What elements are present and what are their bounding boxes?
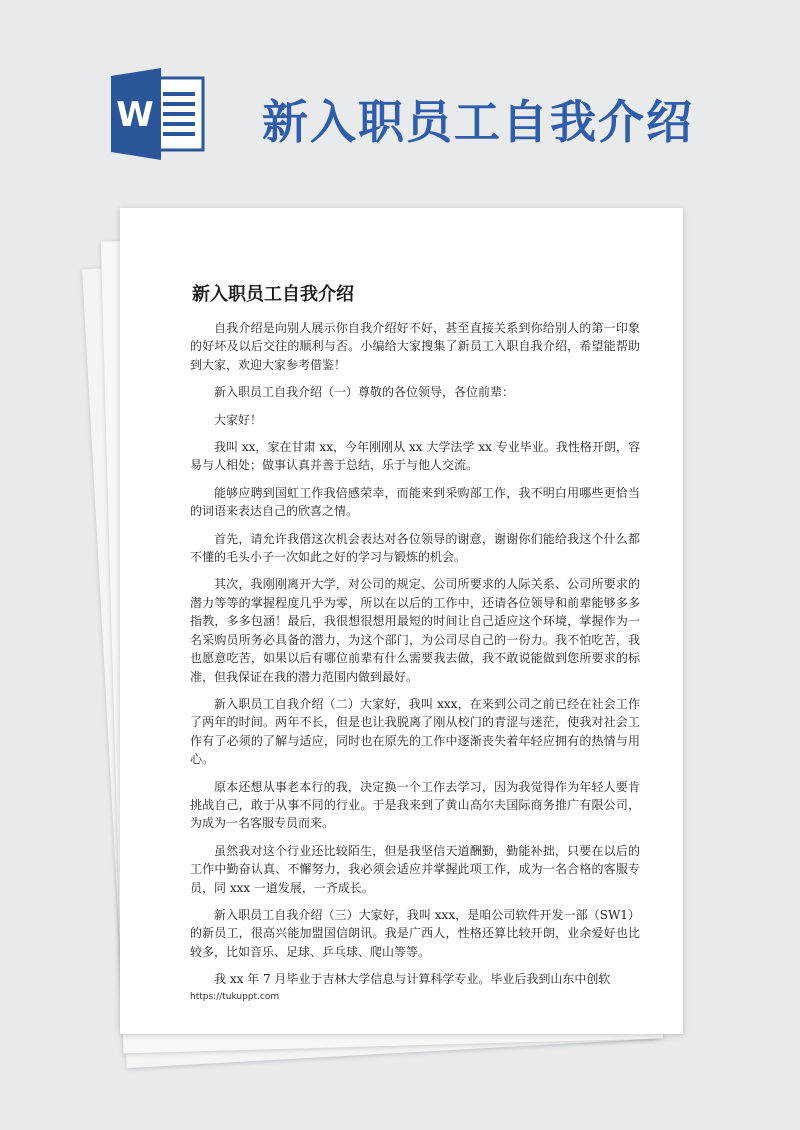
word-doc-icon [111, 68, 211, 160]
paragraph: 我 xx 年 7 月毕业于吉林大学信息与计算科学专业。毕业后我到山东中创软 [214, 972, 611, 987]
header-title: 新入职员工自我介绍 [262, 95, 694, 149]
paragraph: 能够应聘到国虹工作我倍感荣幸，而能来到采购部工作，我不明白用哪些更恰当的词语来表达自己的欣喜之情。 [190, 485, 640, 519]
paragraph: 新入职员工自我介绍（三）大家好，我叫 xxx，是咱公司软件开发一部（SW1）的新员工，很高兴能加盟国信朗讯。我是广西人，性格还算比较开朗，业余爱好也比较多，比如音乐、足球、乒乓球、爬山等等。 [190, 907, 640, 959]
svg-text:W: W [116, 95, 154, 135]
paragraph: 原本还想从事老本行的我，决定换一个工作去学习，因为我觉得作为年轻人要肯挑战自己，敢于从事不同的行业。于是我来到了黄山高尔夫国际商务推广有限公司，为成为一名客服专员而来。 [190, 779, 640, 831]
paragraph: 我叫 xx，家在甘肃 xx，今年刚刚从 xx 大学法学 xx 专业毕业。我性格开朗，容易与人相处；做事认真并善于总结，乐于与他人交流。 [190, 440, 640, 473]
document-body [190, 319, 640, 998]
paragraph: 自我介绍是向别人展示你自我介绍好不好，甚至直接关系到你给别人的第一印象的好坏及以后交往的顺利与否。小编给大家搜集了新员工入职自我介绍，希望能帮助到大家，欢迎大家参考借鉴！ [190, 321, 640, 372]
paragraph: 虽然我对这个行业还比较陌生，但是我坚信天道酬勤，勤能补拙，只要在以后的工作中勤奋认真、不懈努力，我必须会适应并掌握此项工作，成为一名合格的客服专员，同 xxx 一道发展，一齐成长。 [190, 843, 640, 895]
footer-url[interactable]: https://tukuppt.com [190, 992, 280, 1002]
document-title: 新入职员工自我介绍 [192, 284, 354, 305]
paragraph: 新入职员工自我介绍（一）尊敬的各位领导，各位前辈： [214, 385, 515, 400]
paragraph: 大家好！ [214, 412, 263, 427]
paragraph: 首先，请允许我借这次机会表达对各位领导的谢意，谢谢你们能给我这个什么都不懂的毛头小子一次如此之好的学习与锻炼的机会。 [190, 531, 640, 565]
paragraph: 新入职员工自我介绍（二）大家好，我叫 xxx，在来到公司之前已经在社会工作了两年的时间。两年不长，但是也让我脱离了刚从校门的青涩与迷茫，使我对社会工作有了必须的了解与适应，同时也在原先的工作中逐渐丧失着年轻应拥有的热情与用心。 [190, 696, 640, 767]
paragraph: 其次，我刚刚离开大学，对公司的规定、公司所要求的人际关系、公司所要求的潜力等等的掌握程度几乎为零，所以在以后的工作中，还请各位领导和前辈能够多多指教，多多包涵！最后，我很想很想用最短的时间让自己适应这个环境，掌握作为一名采购员所务必具备的潜力，为这个部门，为公司尽自己的一份力。我不怕吃苦，我也愿意吃苦，如果以后有哪位前辈有什么需要我去做，我不敢说能做到您所要求的标准，但我保证在我的潜力范围内做到最好。 [190, 577, 640, 684]
document-page [120, 208, 683, 1034]
